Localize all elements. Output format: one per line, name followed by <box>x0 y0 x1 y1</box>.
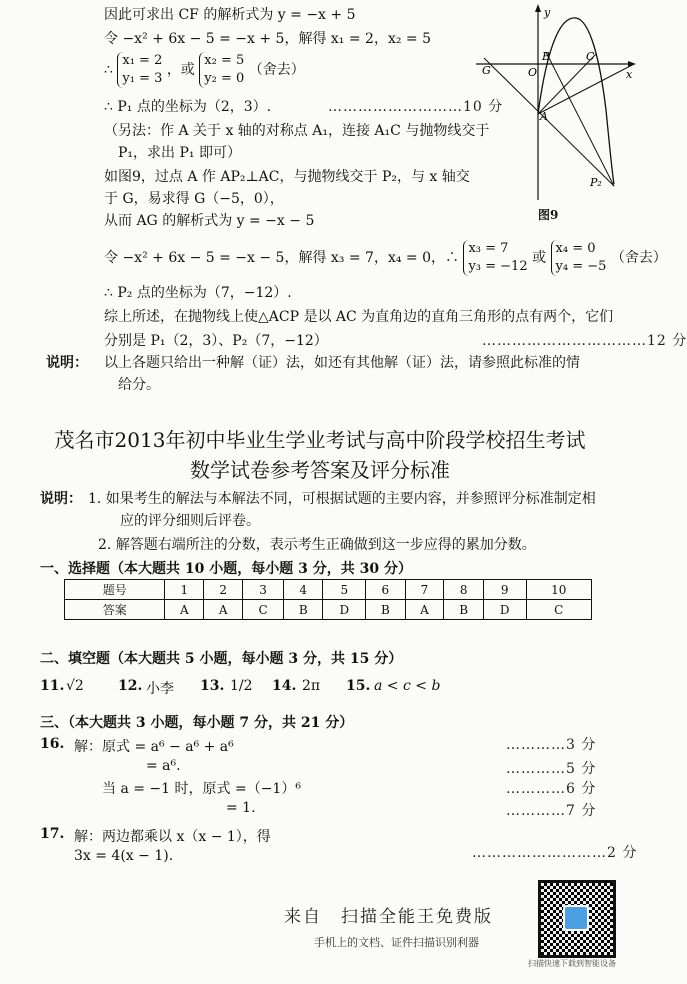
fill-item-answer: 1/2 <box>230 678 253 694</box>
score-marker: ………………………10 分 <box>328 99 504 115</box>
label-c: C <box>586 50 595 63</box>
label-o: O <box>528 66 538 79</box>
answer-cell: D <box>323 600 366 620</box>
therefore-symbol: ∴ <box>104 62 113 78</box>
parabola-curve <box>538 18 614 184</box>
table-row <box>65 600 592 620</box>
label-y: y <box>544 6 551 19</box>
equation-system <box>117 52 162 88</box>
solution-line: 分别是 P₁（2，3）、P₂（7，−12） <box>104 333 328 349</box>
solution-text: 令 −x² + 6x − 5 = −x − 5，解得 x₃ = 7，x₄ = 0，∴ <box>104 250 459 266</box>
row-label: 题号 <box>65 580 165 600</box>
label-x: x <box>626 68 633 81</box>
score-marker: …………7 分 <box>506 803 597 819</box>
score-marker: ……………………………12 分 <box>482 333 687 349</box>
solution-line: 解：两边都乘以 x（x − 1），得 <box>74 829 271 845</box>
instruction-item: 2. 解答题右端所注的分数，表示考生正确做到这一步应得的累加分数。 <box>98 537 536 553</box>
label-b: B <box>542 50 551 63</box>
equation-system <box>199 52 244 88</box>
system-eq: y₁ = 3 <box>122 71 163 86</box>
fill-item-answer: 小李 <box>146 681 174 697</box>
question-number: 10 <box>526 580 591 600</box>
solution-system-line <box>104 240 667 276</box>
score-marker: …………3 分 <box>506 737 597 753</box>
solution-line: 3x = 4(x − 1). <box>74 848 174 864</box>
question-number: 7 <box>405 580 444 600</box>
fill-item-answer: √2 <box>66 678 84 694</box>
question-number: 16. <box>40 736 65 752</box>
answer-cell: D <box>483 600 526 620</box>
solution-line: = a⁶. <box>146 758 181 774</box>
note-text: 以上各题只给出一种解（证）法，如还有其他解（证）法，请参照此标准的情 <box>104 355 580 371</box>
discard-note: （舍去） <box>610 250 667 266</box>
section-heading: 三、（本大题共 3 小题，每小题 7 分，共 21 分） <box>40 715 354 731</box>
answer-cell: C <box>243 600 284 620</box>
answer-cell: A <box>204 600 243 620</box>
answer-cell: A <box>165 600 204 620</box>
fill-item-number: 15. <box>346 678 371 694</box>
figure-caption: 图9 <box>538 208 559 222</box>
solution-line: 令 −x² + 6x − 5 = −x + 5，解得 x₁ = 2，x₂ = 5 <box>104 31 431 47</box>
y-axis-arrow <box>535 4 541 12</box>
score-marker: …………6 分 <box>506 781 597 797</box>
row-label: 答案 <box>65 600 165 620</box>
solution-line: 解：原式 = a⁶ − a⁶ + a⁶ <box>74 739 234 755</box>
or-text: 或 <box>532 250 547 266</box>
solution-line: 如图9，过点 A 作 AP₂⊥AC，与抛物线交于 P₂，与 x 轴交 <box>104 169 470 185</box>
line-af <box>538 64 634 114</box>
answer-cell: B <box>284 600 323 620</box>
fill-item-number: 14. <box>272 678 297 694</box>
question-number: 4 <box>284 580 323 600</box>
solution-line: 因此可求出 CF 的解析式为 y = −x + 5 <box>104 7 356 23</box>
system-eq: x₃ = 7 <box>468 241 509 256</box>
question-number: 8 <box>444 580 483 600</box>
table-row <box>65 580 592 600</box>
instructions-label: 说明： <box>40 491 82 507</box>
score-marker: …………5 分 <box>506 761 597 777</box>
solution-line: ∴ P₁ 点的坐标为（2，3）. <box>104 99 272 115</box>
question-number: 5 <box>323 580 366 600</box>
note-label: 说明： <box>46 355 88 371</box>
label-g: G <box>482 64 491 77</box>
question-number: 3 <box>243 580 284 600</box>
fill-item-answer: 2π <box>302 678 321 694</box>
answer-cell: A <box>405 600 444 620</box>
fill-item-number: 13. <box>200 678 225 694</box>
solution-line: P₁，求出 P₁ 即可） <box>118 145 241 161</box>
note-text: 给分。 <box>118 377 160 393</box>
document-subtitle: 数学试卷参考答案及评分标准 <box>190 458 450 482</box>
app-logo-icon <box>563 905 589 931</box>
section-heading: 二、填空题（本大题共 5 小题，每小题 3 分，共 15 分） <box>40 651 403 667</box>
document-title: 茂名市2013年初中毕业生学业考试与高中阶段学校招生考试 <box>54 428 586 452</box>
solution-line: = 1. <box>226 800 256 816</box>
equation-system <box>463 240 527 276</box>
system-eq: x₁ = 2 <box>122 53 163 68</box>
instruction-item: 1. 如果考生的解法与本解法不同，可根据试题的主要内容，并参照评分标准制定相 <box>88 491 596 507</box>
qr-caption: 扫描快速下载到智能设备 <box>528 959 616 968</box>
fill-item-answer: a < c < b <box>374 678 441 694</box>
system-eq: x₂ = 5 <box>204 53 245 68</box>
instruction-item: 应的评分细则后评卷。 <box>120 513 260 529</box>
system-eq: y₃ = −12 <box>468 259 528 274</box>
solution-line: 当 a = −1 时，原式 =（−1）⁶ <box>102 781 301 797</box>
fill-item-number: 12. <box>118 678 143 694</box>
label-a: A <box>540 110 548 123</box>
discard-note: （舍去） <box>248 62 305 78</box>
section-heading: 一、选择题（本大题共 10 小题，每小题 3 分，共 30 分） <box>40 561 412 577</box>
scanner-brand: 来自 扫描全能王免费版 <box>284 907 493 927</box>
score-marker: ………………………2 分 <box>472 845 638 861</box>
system-eq: y₄ = −5 <box>555 259 607 274</box>
solution-line: 从而 AG 的解析式为 y = −x − 5 <box>104 213 315 229</box>
question-number: 1 <box>165 580 204 600</box>
answer-cell: C <box>526 600 591 620</box>
solution-line: 综上所述，在抛物线上使△ACP 是以 AC 为直角边的直角三角形的点有两个，它们 <box>104 309 614 325</box>
line-cp <box>546 52 614 186</box>
question-number: 9 <box>483 580 526 600</box>
question-number: 17. <box>40 826 65 842</box>
figure-9-graph <box>474 0 640 210</box>
answer-cell: B <box>366 600 405 620</box>
question-number: 6 <box>366 580 405 600</box>
solution-system-line <box>104 52 305 88</box>
system-eq: y₂ = 0 <box>204 71 245 86</box>
or-text: ，或 <box>166 62 195 78</box>
label-p2: P₂ <box>590 176 602 189</box>
line-ag <box>484 58 614 186</box>
solution-line: （另法：作 A 关于 x 轴的对称点 A₁，连接 A₁C 与抛物线交于 <box>104 123 490 139</box>
answer-cell: B <box>444 600 483 620</box>
solution-line: ∴ P₂ 点的坐标为（7，−12）. <box>104 285 292 301</box>
solution-line: 于 G，易求得 G（−5，0）， <box>104 191 284 207</box>
question-number: 2 <box>204 580 243 600</box>
scanner-tagline: 手机上的文档、证件扫描识别利器 <box>314 936 479 949</box>
system-eq: x₄ = 0 <box>555 241 596 256</box>
answer-table <box>64 579 592 620</box>
equation-system <box>551 240 607 276</box>
fill-item-number: 11. <box>40 678 65 694</box>
